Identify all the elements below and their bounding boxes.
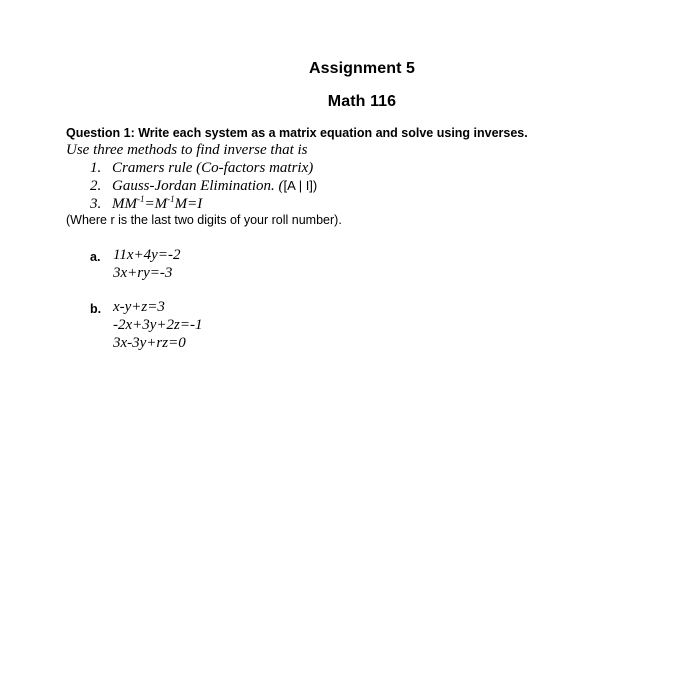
- question-heading: Question 1: Write each system as a matrix equation and solve using inverses.: [66, 126, 528, 140]
- method-text-tail: ): [312, 178, 318, 193]
- augmented-matrix-notation: [A | I]: [283, 178, 313, 193]
- method-item: [90, 196, 202, 213]
- course-title: Math 116: [327, 93, 397, 110]
- equation: 3x+ry=-3: [113, 265, 173, 281]
- inverse-superscript: -1: [167, 194, 175, 204]
- equation: 11x+4y=-2: [113, 247, 181, 263]
- method-item: [90, 160, 313, 177]
- part-label: a.: [90, 250, 101, 264]
- method-number: 3.: [90, 196, 102, 212]
- roll-number-note: (Where r is the last two digits of your roll number).: [66, 213, 342, 227]
- equation: -2x+3y+2z=-1: [113, 317, 203, 333]
- part-label: b.: [90, 302, 102, 316]
- method-text: Cramers rule (Co-factors matrix): [112, 160, 314, 176]
- method-number: 2.: [90, 178, 102, 194]
- question-instruction: Use three methods to find inverse that is: [66, 142, 308, 158]
- inverse-superscript: -1: [137, 194, 145, 204]
- method-number: 1.: [90, 160, 102, 176]
- equation: x-y+z=3: [113, 299, 165, 315]
- method-text-tail: M=I: [174, 196, 203, 212]
- method-item: [90, 178, 317, 195]
- method-text-mid: =M: [144, 196, 168, 212]
- equation: 3x-3y+rz=0: [113, 335, 186, 351]
- assignment-title: Assignment 5: [308, 60, 416, 77]
- method-text: MM: [112, 196, 137, 212]
- method-text: Gauss-Jordan Elimination. (: [112, 178, 284, 194]
